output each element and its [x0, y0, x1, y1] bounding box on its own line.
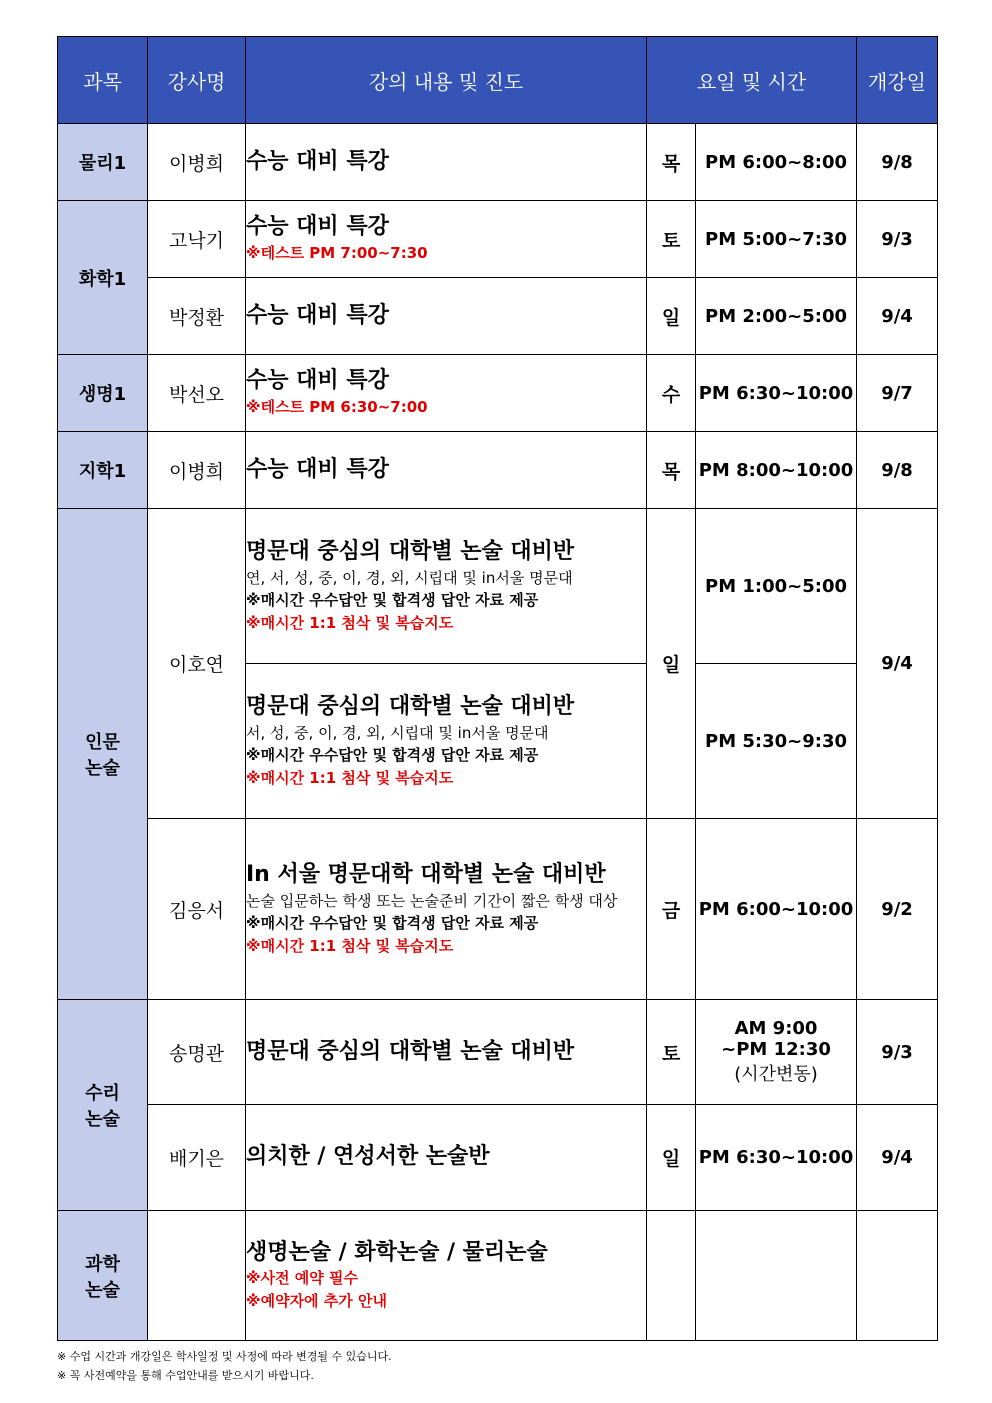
table-row [58, 1000, 938, 1105]
day-cell: 일 [647, 509, 696, 819]
course-title: 수능 대비 특강 [246, 368, 389, 394]
teacher-cell: 고낙기 [148, 201, 246, 278]
day-cell: 금 [647, 819, 696, 1000]
course-title: 수능 대비 특강 [246, 214, 389, 240]
table-row [58, 432, 938, 509]
day-cell: 토 [647, 1000, 696, 1105]
day-cell: 일 [647, 278, 696, 355]
subject-cell: 물리1 [58, 124, 148, 201]
subject-line: 과학 [85, 1253, 120, 1275]
footer-note: ※ 수업 시간과 개강일은 학사일정 및 사정에 따라 변경될 수 있습니다. [57, 1350, 392, 1363]
teacher-cell: 박선오 [148, 355, 246, 432]
course-description: 논술 입문하는 학생 또는 논술준비 기간이 짧은 학생 대상 [246, 891, 618, 910]
content-cell [246, 1105, 647, 1211]
day-cell [647, 1211, 696, 1341]
subject-cell: 생명1 [58, 355, 148, 432]
header-content: 강의 내용 및 진도 [246, 37, 647, 124]
subject-line: 논술 [85, 1279, 120, 1301]
table-row [58, 819, 938, 1000]
start-date-cell: 9/4 [857, 509, 938, 819]
time-cell: PM 2:00~5:00 [696, 278, 857, 355]
course-title: 생명논술 / 화학논술 / 물리논술 [246, 1239, 548, 1265]
course-description: 연, 서, 성, 중, 이, 경, 외, 시립대 및 in서울 명문대 [246, 568, 573, 587]
start-date-cell: 9/2 [857, 819, 938, 1000]
teacher-cell: 송명관 [148, 1000, 246, 1105]
time-cell: PM 6:00~8:00 [696, 124, 857, 201]
content-cell [246, 432, 647, 509]
day-cell: 목 [647, 432, 696, 509]
teacher-cell: 이호연 [148, 509, 246, 819]
course-description: 서, 성, 중, 이, 경, 외, 시립대 및 in서울 명문대 [246, 723, 549, 742]
table-row [58, 201, 938, 278]
course-note: ※매시간 우수답안 및 합격생 답안 자료 제공 [246, 591, 539, 610]
time-cell [696, 1211, 857, 1341]
start-date-cell [857, 1211, 938, 1341]
course-title: 명문대 중심의 대학별 논술 대비반 [246, 693, 575, 719]
teacher-cell: 배기은 [148, 1105, 246, 1211]
teacher-cell: 이병희 [148, 432, 246, 509]
subject-line: 인문 [85, 732, 120, 753]
start-date-cell: 9/4 [857, 1105, 938, 1211]
day-cell: 목 [647, 124, 696, 201]
subject-cell [58, 1000, 148, 1211]
content-cell [246, 664, 647, 819]
course-title: In 서울 명문대학 대학별 논술 대비반 [246, 861, 606, 887]
content-cell [246, 1000, 647, 1105]
time-cell: PM 5:30~9:30 [696, 664, 857, 819]
day-cell: 일 [647, 1105, 696, 1211]
course-title: 의치한 / 연성서한 논술반 [246, 1144, 490, 1170]
time-cell: PM 6:30~10:00 [696, 1105, 857, 1211]
header-teacher: 강사명 [148, 37, 246, 124]
table-row [58, 1105, 938, 1211]
time-cell [696, 1000, 857, 1105]
content-cell [246, 1211, 647, 1341]
content-cell [246, 201, 647, 278]
table-row [58, 278, 938, 355]
subject-cell: 화학1 [58, 201, 148, 355]
course-title: 수능 대비 특강 [246, 148, 389, 174]
course-note-red: ※매시간 1:1 첨삭 및 복습지도 [246, 936, 454, 955]
content-cell [246, 278, 647, 355]
time-line: AM 9:00 [734, 1018, 818, 1039]
start-date-cell: 9/3 [857, 1000, 938, 1105]
subject-line: 수리 [85, 1083, 120, 1104]
subject-line: 논술 [85, 1109, 120, 1130]
teacher-cell [148, 1211, 246, 1341]
test-note: ※테스트 PM 7:00~7:30 [246, 244, 428, 263]
time-cell: PM 1:00~5:00 [696, 509, 857, 664]
header-start-date: 개강일 [857, 37, 938, 124]
start-date-cell: 9/8 [857, 432, 938, 509]
time-cell: PM 5:00~7:30 [696, 201, 857, 278]
course-note-red: ※매시간 1:1 첨삭 및 복습지도 [246, 613, 454, 632]
table-row [58, 355, 938, 432]
course-note: ※매시간 우수답안 및 합격생 답안 자료 제공 [246, 914, 539, 933]
day-cell: 수 [647, 355, 696, 432]
header-day-time: 요일 및 시간 [647, 37, 857, 124]
course-note-red: ※예약자에 추가 안내 [246, 1291, 387, 1310]
subject-cell: 지학1 [58, 432, 148, 509]
course-title: 명문대 중심의 대학별 논술 대비반 [246, 1038, 575, 1064]
course-title: 명문대 중심의 대학별 논술 대비반 [246, 538, 575, 564]
test-note: ※테스트 PM 6:30~7:00 [246, 398, 428, 417]
schedule-table [57, 36, 938, 1341]
time-cell: PM 6:30~10:00 [696, 355, 857, 432]
subject-line: 논술 [85, 758, 120, 779]
start-date-cell: 9/3 [857, 201, 938, 278]
header-row [58, 37, 938, 124]
time-line: ~PM 12:30 [721, 1039, 831, 1060]
content-cell [246, 355, 647, 432]
subject-cell [58, 1211, 148, 1341]
start-date-cell: 9/4 [857, 278, 938, 355]
course-title: 수능 대비 특강 [246, 456, 389, 482]
course-note-red: ※매시간 1:1 첨삭 및 복습지도 [246, 768, 454, 787]
table-row [58, 124, 938, 201]
content-cell [246, 819, 647, 1000]
course-title: 수능 대비 특강 [246, 302, 389, 328]
teacher-cell: 김응서 [148, 819, 246, 1000]
time-change-note: (시간변동) [734, 1064, 818, 1085]
start-date-cell: 9/8 [857, 124, 938, 201]
content-cell [246, 509, 647, 664]
time-cell: PM 8:00~10:00 [696, 432, 857, 509]
teacher-cell: 이병희 [148, 124, 246, 201]
table-row [58, 509, 938, 664]
footer-note: ※ 꼭 사전예약을 통해 수업안내를 받으시기 바랍니다. [57, 1369, 314, 1382]
course-note: ※매시간 우수답안 및 합격생 답안 자료 제공 [246, 746, 539, 765]
subject-cell [58, 509, 148, 1000]
course-note-red: ※사전 예약 필수 [246, 1269, 358, 1288]
content-cell [246, 124, 647, 201]
table-row [58, 1211, 938, 1341]
teacher-cell: 박정환 [148, 278, 246, 355]
header-subject: 과목 [58, 37, 148, 124]
start-date-cell: 9/7 [857, 355, 938, 432]
time-cell: PM 6:00~10:00 [696, 819, 857, 1000]
day-cell: 토 [647, 201, 696, 278]
